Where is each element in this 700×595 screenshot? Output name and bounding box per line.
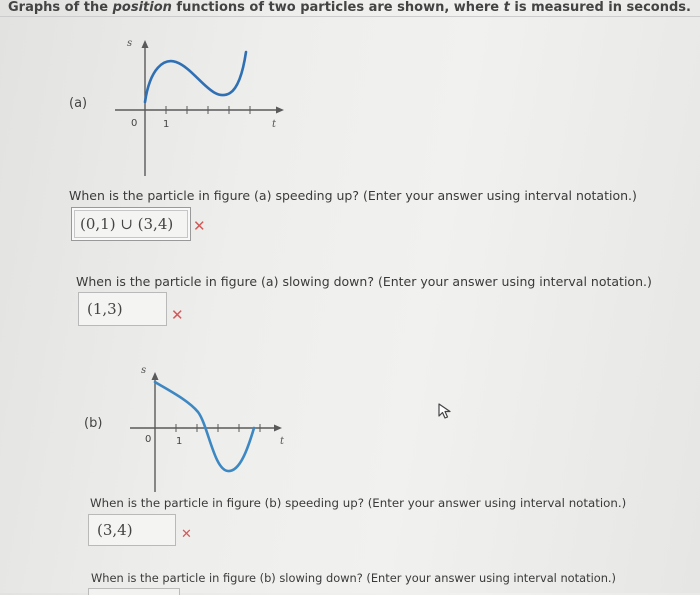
figure-b-y-arrow xyxy=(152,372,159,380)
statement-suffix: is measured in seconds. xyxy=(509,0,691,15)
answer-b-slowing-down-input[interactable] xyxy=(88,588,180,595)
answer-a-slowing-down-input[interactable]: (1,3) xyxy=(78,292,167,326)
statement-italic: position xyxy=(112,0,172,15)
figure-a-x-label: t xyxy=(272,119,277,130)
figure-b-origin-label: 0 xyxy=(145,434,152,445)
figure-a-y-label: s xyxy=(127,38,133,49)
figure-b-x-label: t xyxy=(280,436,285,447)
figure-b-y-label: s xyxy=(141,365,147,376)
figure-a-origin-label: 0 xyxy=(131,118,138,129)
incorrect-icon: ✕ xyxy=(193,217,206,235)
incorrect-icon: ✕ xyxy=(181,527,192,542)
incorrect-icon: ✕ xyxy=(171,306,184,324)
question-b-slowing-down: When is the particle in figure (b) slowing down? (Enter your answer using interval notation.) xyxy=(91,571,616,585)
answer-a-speeding-up-input[interactable]: (0,1) ∪ (3,4) xyxy=(71,207,191,241)
figure-a-label: (a) xyxy=(69,96,88,111)
figure-b-label: (b) xyxy=(84,416,103,431)
statement-middle: functions of two particles are shown, where xyxy=(171,0,504,15)
mouse-cursor-icon xyxy=(437,402,453,420)
figure-a-tick-label: 1 xyxy=(163,119,170,130)
statement-prefix: Graphs of the xyxy=(8,0,113,15)
figure-b-x-arrow xyxy=(274,425,282,432)
statement-variable: t xyxy=(503,0,510,15)
answer-b-speeding-up-input[interactable]: (3,4) xyxy=(88,514,176,546)
question-a-speeding-up: When is the particle in figure (a) speeding up? (Enter your answer using interval notation.) xyxy=(69,188,637,203)
question-b-speeding-up: When is the particle in figure (b) speeding up? (Enter your answer using interval notation.) xyxy=(90,496,627,510)
question-a-slowing-down: When is the particle in figure (a) slowing down? (Enter your answer using interval notation.) xyxy=(76,274,652,289)
figure-b-tick-label: 1 xyxy=(176,436,183,447)
